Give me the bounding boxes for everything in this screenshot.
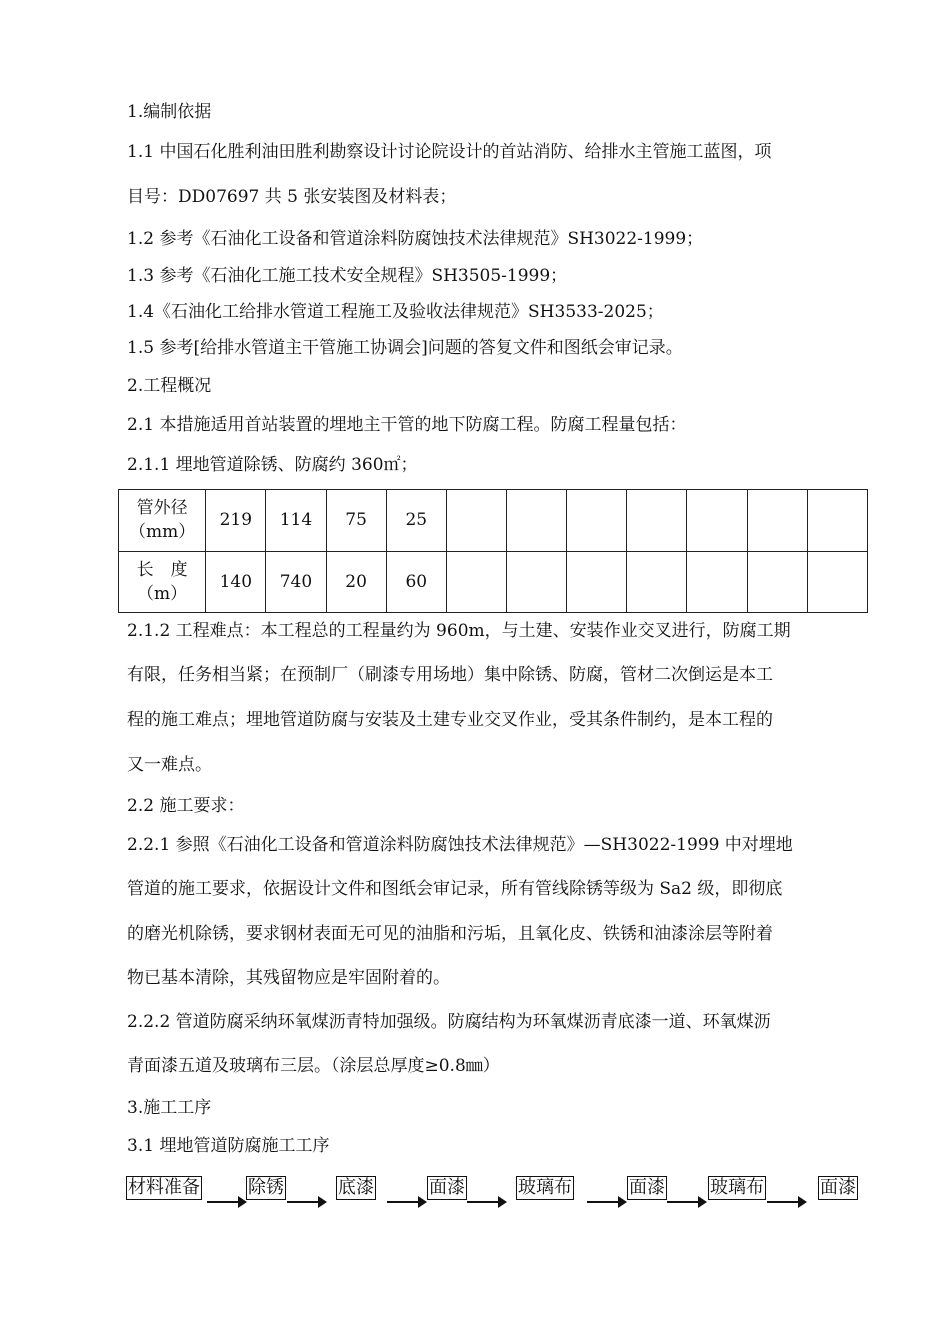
table-cell: 60	[386, 551, 446, 613]
table-cell-empty	[567, 490, 627, 552]
table-cell: 114	[266, 490, 326, 552]
table-cell-empty	[807, 551, 867, 613]
table-cell-empty	[687, 490, 747, 552]
flow-step: 底漆	[338, 1177, 374, 1198]
para-2-1-2-line4: 又一难点。	[127, 755, 212, 775]
table-cell: 219	[206, 490, 266, 552]
arrow-right-icon	[667, 1201, 705, 1203]
table-header-label: 管外径	[136, 498, 188, 519]
table-cell: 140	[206, 551, 266, 613]
table-cell-empty	[446, 490, 506, 552]
table-cell-empty	[747, 551, 807, 613]
table-cell: 740	[266, 551, 326, 613]
arrow-right-icon	[467, 1201, 505, 1203]
flow-step: 材料准备	[128, 1177, 200, 1198]
heading-requirements: 2.2 施工要求：	[127, 796, 245, 816]
para-1-3: 1.3 参考《石油化工施工技术安全规程》SH3505-1999；	[127, 266, 568, 286]
flow-step: 除锈	[248, 1177, 284, 1198]
para-2-1-2-line3: 程的施工难点；埋地管道防腐与安装及土建专业交叉作业，受其条件制约，是本工程的	[127, 710, 773, 730]
para-2-1-2-line1: 2.1.2 工程难点：本工程总的工程量约为 960m，与土建、安装作业交叉进行，防腐工期	[127, 621, 791, 641]
para-2-2-1-line1: 2.2.1 参照《石油化工设备和管道涂料防腐蚀技术法律规范》—SH3022-1999 中对埋地	[127, 835, 793, 855]
para-2-2-1-line4: 物已基本清除，其残留物应是牢固附着的。	[127, 968, 450, 988]
table-header-unit: （m）	[137, 583, 188, 604]
arrow-right-icon	[287, 1201, 325, 1203]
para-2-1-1: 2.1.1 埋地管道除锈、防腐约 360㎡；	[127, 455, 418, 475]
table-row-header	[119, 551, 206, 613]
table-cell: 75	[326, 490, 386, 552]
table-cell-empty	[687, 551, 747, 613]
table-cell-empty	[747, 490, 807, 552]
table-cell: 20	[326, 551, 386, 613]
para-3-1: 3.1 埋地管道防腐施工工序	[127, 1136, 330, 1156]
para-2-2-1-line3: 的磨光机除锈，要求钢材表面无可见的油脂和污垢，且氧化皮、铁锈和油漆涂层等附着	[127, 924, 773, 944]
table-cell-empty	[507, 551, 567, 613]
para-2-2-2-line2: 青面漆五道及玻璃布三层。（涂层总厚度≥0.8㎜）	[127, 1056, 500, 1076]
table-cell: 25	[386, 490, 446, 552]
table-cell-empty	[627, 551, 687, 613]
flow-step: 玻璃布	[518, 1177, 572, 1198]
table-cell-empty	[446, 551, 506, 613]
para-2-1: 2.1 本措施适用首站装置的埋地主干管的地下防腐工程。防腐工程量包括：	[127, 415, 687, 435]
table-cell-empty	[807, 490, 867, 552]
para-2-2-1-line2: 管道的施工要求，依据设计文件和图纸会审记录，所有管线除锈等级为 Sa2 级，即彻底	[127, 879, 783, 899]
table-cell-empty	[567, 551, 627, 613]
table-row	[119, 551, 868, 613]
table-header-label: 长 度	[136, 559, 188, 580]
table-row-header	[119, 490, 206, 552]
para-1-2: 1.2 参考《石油化工设备和管道涂料防腐蚀技术法律规范》SH3022-1999；	[127, 229, 704, 249]
arrow-right-icon	[387, 1201, 425, 1203]
flow-step: 玻璃布	[710, 1177, 764, 1198]
pipe-quantity-table	[118, 489, 868, 613]
para-1-1-line1: 1.1 中国石化胜利油田胜利勘察设计讨论院设计的首站消防、给排水主管施工蓝图，项	[127, 142, 772, 162]
para-1-1-line2: 目号：DD07697 共 5 张安装图及材料表；	[127, 187, 457, 207]
para-2-1-2-line2: 有限，任务相当紧；在预制厂（刷漆专用场地）集中除锈、防腐，管材二次倒运是本工	[127, 665, 773, 685]
heading-basis: 1.编制依据	[127, 102, 212, 122]
flow-step: 面漆	[629, 1177, 665, 1198]
arrow-right-icon	[207, 1201, 245, 1203]
arrow-right-icon	[587, 1201, 625, 1203]
arrow-right-icon	[767, 1201, 805, 1203]
flow-step: 面漆	[820, 1177, 856, 1198]
process-flow	[0, 1172, 950, 1212]
heading-overview: 2.工程概况	[127, 376, 212, 396]
table-cell-empty	[627, 490, 687, 552]
table-row	[119, 490, 868, 552]
para-1-4: 1.4《石油化工给排水管道工程施工及验收法律规范》SH3533-2025；	[127, 302, 664, 322]
para-1-5: 1.5 参考[给排水管道主干管施工协调会]问题的答复文件和图纸会审记录。	[127, 338, 683, 358]
table-cell-empty	[507, 490, 567, 552]
table-header-unit: （mm）	[128, 522, 196, 543]
para-2-2-2-line1: 2.2.2 管道防腐采纳环氧煤沥青特加强级。防腐结构为环氧煤沥青底漆一道、环氧煤沥	[127, 1012, 771, 1032]
heading-process: 3.施工工序	[127, 1098, 212, 1118]
flow-step: 面漆	[429, 1177, 465, 1198]
